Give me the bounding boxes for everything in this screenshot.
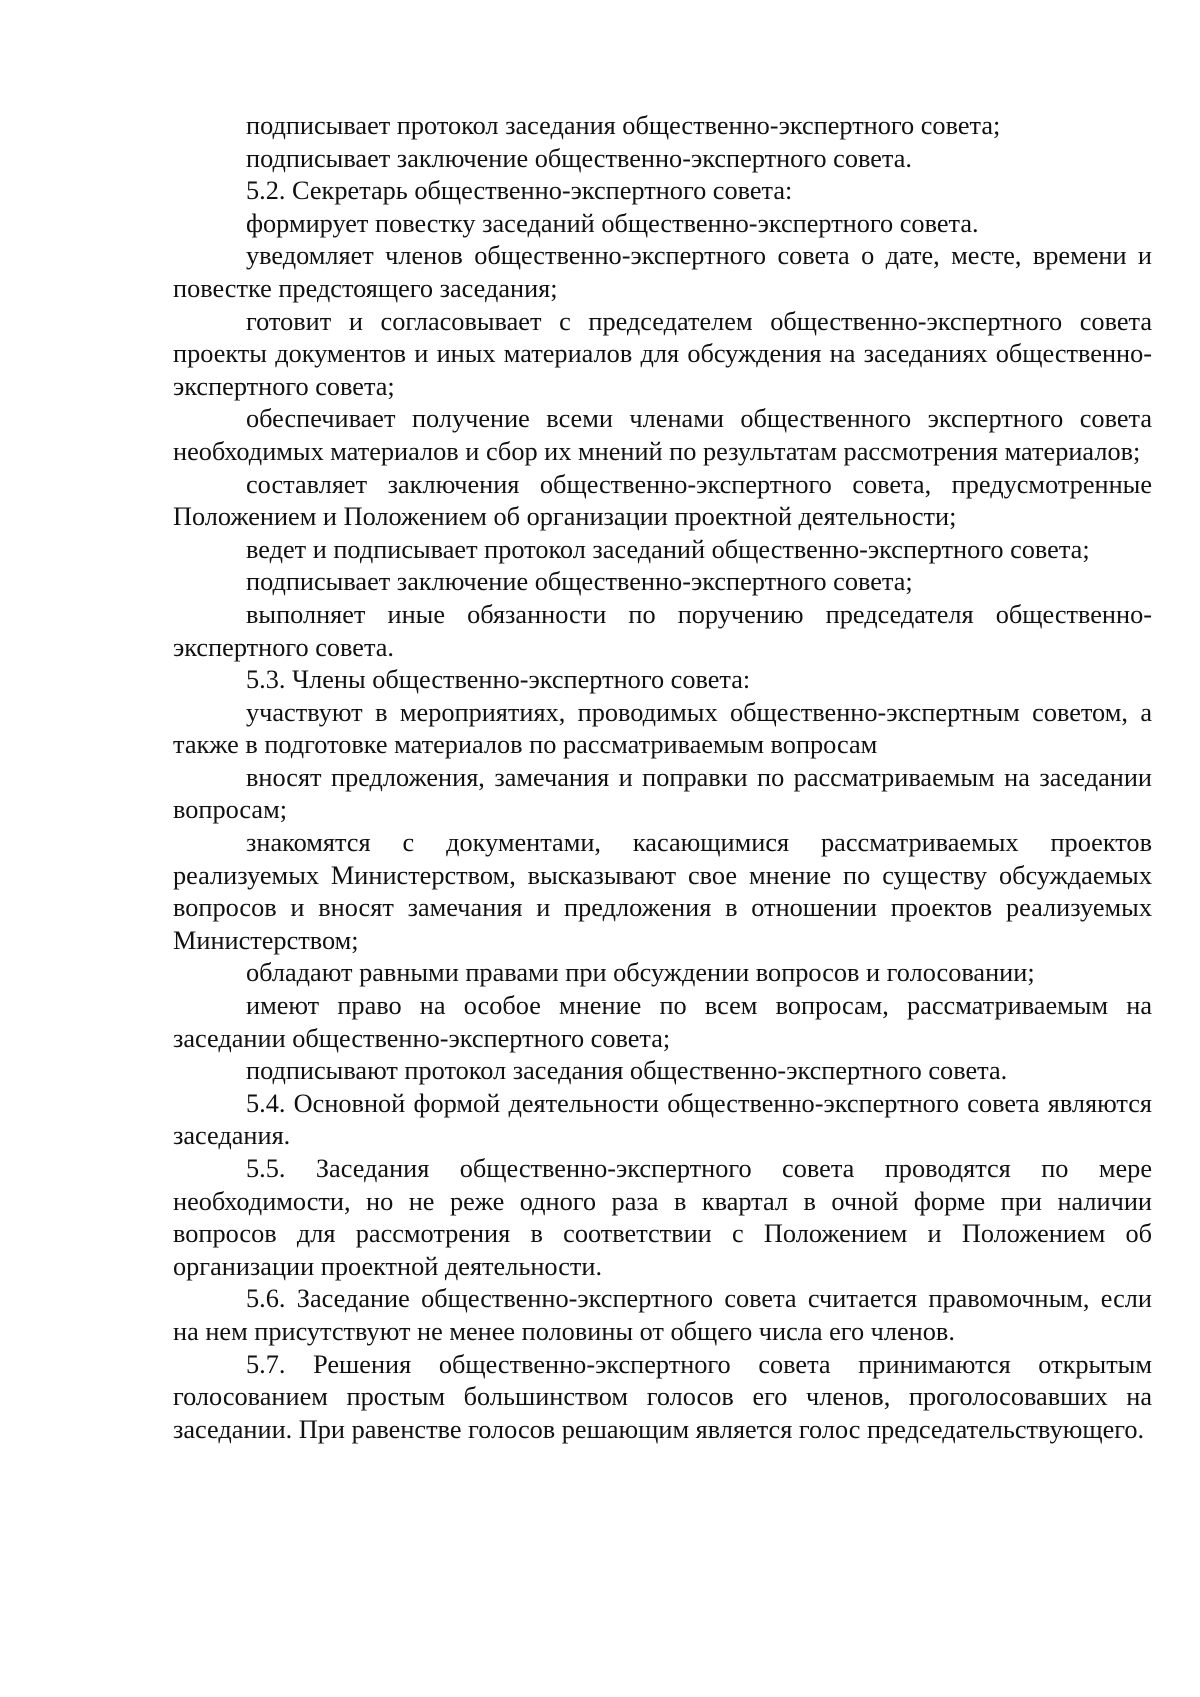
section-5-7: 5.7. Решения общественно-экспертного совета принимаются открытым голосованием простым большинством голосов его членов, проголосовавших на заседании. При равенстве голосов решающим является голос председательствующего. <box>173 1349 1152 1444</box>
document-page <box>173 110 1152 1446</box>
section-heading-5-3: 5.3. Члены общественно-экспертного совета: <box>246 665 751 695</box>
paragraph-secretary-prepares: готовит и согласовывает с председателем общественно-экспертного совета проекты документов и иных материалов для обсуждения на заседаниях общественно-экспертного совета; <box>173 306 1152 401</box>
paragraph-secretary-agenda: формирует повестку заседаний общественно-экспертного совета. <box>246 208 979 238</box>
section-heading-5-2: 5.2. Секретарь общественно-экспертного совета: <box>246 176 793 206</box>
section-5-4: 5.4. Основной формой деятельности общественно-экспертного совета являются заседания. <box>173 1088 1152 1151</box>
section-5-5: 5.5. Заседания общественно-экспертного совета проводятся по мере необходимости, но не реже одного раза в квартал в очной форме при наличии вопросов для рассмотрения в соответствии с Положением и Положением об организации проектной деятельности. <box>173 1154 1152 1281</box>
paragraph-secretary-protocol: ведет и подписывает протокол заседаний общественно-экспертного совета; <box>246 534 1090 564</box>
paragraph-members-documents: знакомятся с документами, касающимися рассматриваемых проектов реализуемых Министерством, высказывают свое мнение по существу обсуждаемых вопросов и вносят замечания и предложения в отношении проектов реализуемых Министерством; <box>173 828 1152 955</box>
paragraph-chair-signs-protocol: подписывает протокол заседания общественно-экспертного совета; <box>246 111 1001 140</box>
paragraph-members-proposals: вносят предложения, замечания и поправки по рассматриваемым на заседании вопросам; <box>173 762 1152 825</box>
paragraph-secretary-notifies: уведомляет членов общественно-экспертного совета о дате, месте, времени и повестке предстоящего заседания; <box>173 241 1152 303</box>
paragraph-secretary-signs: подписывает заключение общественно-экспертного совета; <box>246 567 913 597</box>
paragraph-members-sign-protocol: подписывают протокол заседания общественно-экспертного совета. <box>246 1056 1008 1086</box>
paragraph-members-equal-rights: обладают равными правами при обсуждении вопросов и голосовании; <box>246 958 1035 988</box>
paragraph-secretary-conclusions: составляет заключения общественно-экспертного совета, предусмотренные Положением и Положением об организации проектной деятельности; <box>173 469 1152 532</box>
paragraph-secretary-other-duties: выполняет иные обязанности по поручению председателя общественно-экспертного совета. <box>173 599 1152 662</box>
paragraph-chair-signs-conclusion: подписывает заключение общественно-экспертного совета. <box>246 143 912 173</box>
paragraph-members-special-opinion: имеют право на особое мнение по всем вопросам, рассматриваемым на заседании общественно-экспертного совета; <box>173 991 1152 1053</box>
paragraph-members-participate: участвуют в мероприятиях, проводимых общественно-экспертным советом, а также в подготовке материалов по рассматриваемым вопросам <box>173 697 1152 760</box>
paragraph-secretary-materials: обеспечивает получение всеми членами общественного экспертного совета необходимых материалов и сбор их мнений по результатам рассмотрения материалов; <box>173 404 1152 466</box>
section-5-6: 5.6. Заседание общественно-экспертного совета считается правомочным, если на нем присутствуют не менее половины от общего числа его членов. <box>173 1284 1152 1346</box>
